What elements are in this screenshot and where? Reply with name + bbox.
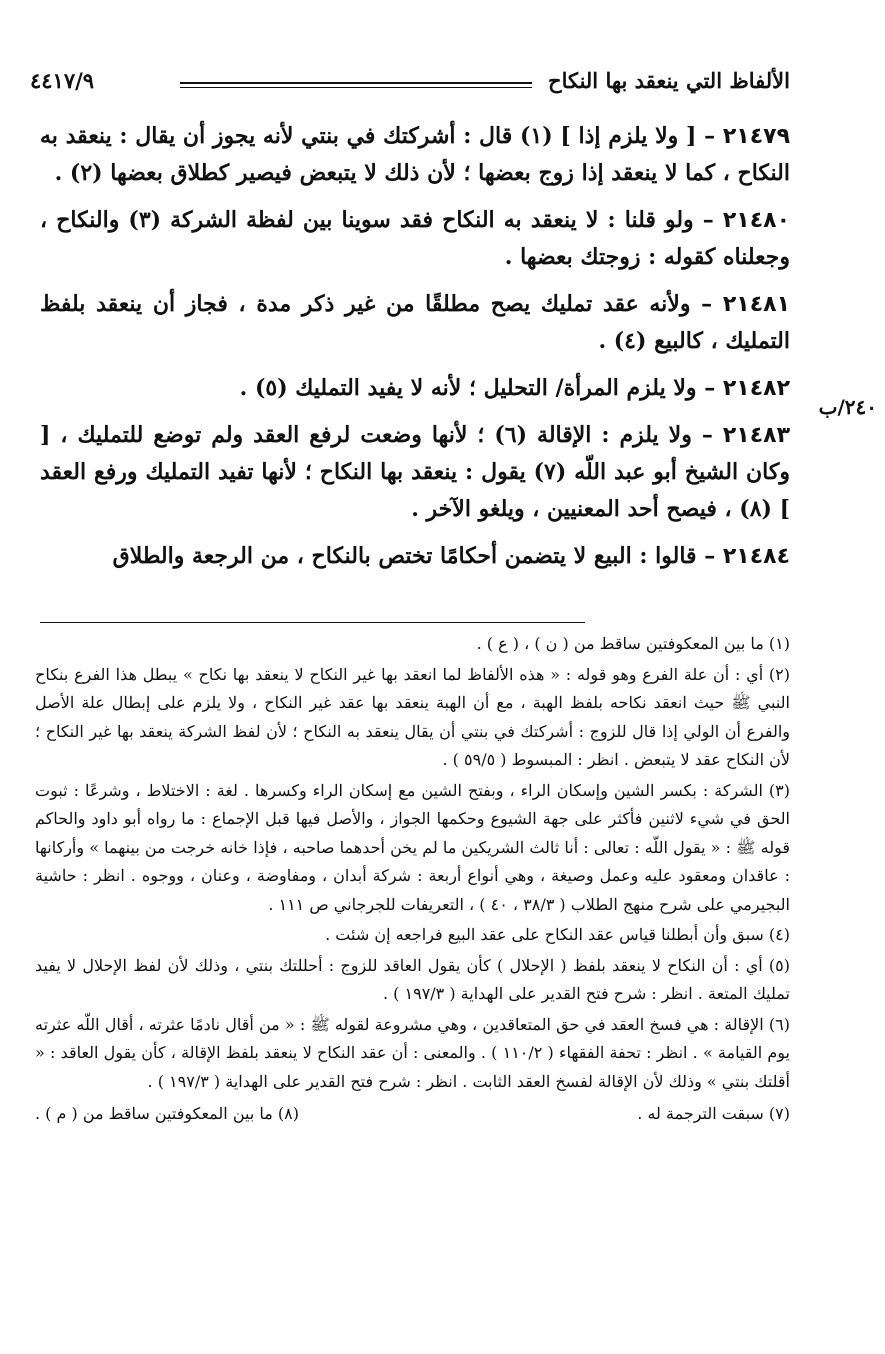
footnote: (٦) الإقالة : هي فسخ العقد في حق المتعاقدين ، وهي مشروعة لقوله ﷺ : « من أقال نادمًا عثرته ، أقال اللّه عثرته يوم القيامة » . انظر : تحفة الفقهاء ( ١١٠/٢ ) . والمعنى : أن عقد النكاح لا ينعقد بلفظ الإقالة ، كأن يقول العاقد : « أقلتك بنتي » وذلك لأن الإقالة لفسخ العقد الثابت . انظر : شرح فتح القدير على الهداية ( ١٩٧/٣ ) . bbox=[35, 1014, 790, 1091]
paragraph bbox=[40, 286, 790, 360]
footnotes bbox=[35, 630, 790, 1129]
paragraph-text: – ولو قلنا : لا ينعقد به النكاح فقد سوينا بين لفظة الشركة (٣) والنكاح ، وجعلناه كقوله : زوجتك بعضها . bbox=[40, 207, 790, 270]
paragraph-text: – [ ولا يلزم إذا ] (١) قال : أشركتك في بنتي لأنه يجوز أن يقال : ينعقد به النكاح ، كما لا ينعقد إذا زوج بعضها ؛ لأن ذلك لا يتبعض فيصير كطلاق بعضها (٢) . bbox=[40, 123, 790, 186]
paragraph-number: ٢١٤٨٢ bbox=[722, 376, 790, 401]
paragraph bbox=[40, 118, 790, 192]
running-header bbox=[30, 68, 790, 104]
footnote: (٥) أي : أن النكاح لا ينعقد بلفظ ( الإحلال ) كأن يقول العاقد للزوج : أحللتك بنتي ، وذلك لأن لفظ الإحلال لا يفيد تمليك المتعة . انظر : شرح فتح القدير على الهداية ( ١٩٧/٣ ) . bbox=[35, 955, 790, 1003]
paragraph-text: – قالوا : البيع لا يتضمن أحكامًا تختص بالنكاح ، من الرجعة والطلاق bbox=[112, 543, 723, 569]
footnote: (٨) ما بين المعكوفتين ساقط من ( م ) . bbox=[35, 1104, 299, 1123]
chapter-title: الألفاظ التي ينعقد بها النكاح bbox=[548, 68, 790, 93]
paragraph-number: ٢١٤٨٠ bbox=[722, 208, 791, 233]
page-reference: ٤٤١٧/٩ bbox=[30, 68, 95, 93]
paragraph-number: ٢١٤٨٤ bbox=[722, 544, 790, 569]
paragraph-text: – ولا يلزم المرأة/ التحليل ؛ لأنه لا يفيد التمليك (٥) . bbox=[239, 375, 723, 401]
footnote: (٤) سبق وأن أبطلنا قياس عقد النكاح على عقد البيع فراجعه إن شئت . bbox=[325, 925, 790, 944]
footnote: (١) ما بين المعكوفتين ساقط من ( ن ) ، ( ع ) . bbox=[476, 634, 790, 653]
paragraph bbox=[40, 417, 790, 528]
footnote: (٧) سبقت الترجمة له . bbox=[637, 1104, 790, 1123]
header-rule bbox=[180, 82, 532, 88]
paragraph-text: – ولأنه عقد تمليك يصح مطلقًا من غير ذكر مدة ، فجاز أن ينعقد بلفظ التمليك ، كالبيع (٤) . bbox=[40, 291, 790, 354]
footnote: (٣) الشركة : بكسر الشين وإسكان الراء ، وبفتح الشين مع إسكان الراء وكسرها . لغة : الاختلاط ، وشرعًا : ثبوت الحق في شيء لاثنين فأكثر على جهة الشيوع وحكمها الجواز ، والأصل فيها قبل الإجماع : ما رواه أبو داود والحاكم قوله ﷺ : « يقول اللّه : تعالى : أنا ثالث الشريكين ما لم يخن أحدهما صاحبه ، فإذا خانه خرجت من بينهما » وأركانها : عاقدان ومعقود عليه وعمل وصيغة ، وهي أنواع أربعة : شركة أبدان ، ومفاوضة ، وعنان ، ووجوه . انظر : حاشية البجيرمي على شرح منهج الطلاب ( ٣٨/٣ ، ٤٠ ) ، التعريفات للجرجاني ص ١١١ . bbox=[35, 780, 791, 914]
paragraph bbox=[40, 370, 790, 407]
margin-folio-note: ٢٤٠/ب bbox=[818, 395, 877, 419]
footnote-row bbox=[35, 1100, 790, 1129]
footnote: (٢) أي : أن علة الفرع وهو قوله : « هذه الألفاظ لما انعقد بها غير النكاح لا ينعقد بها نكاح » يبطل هذا الفرع بنكاح النبي ﷺ حيث انعقد نكاحه بلفظ الهبة ، مع أن الهبة ينعقد بها عقد غير النكاح ، ولا يلزم على إبطال علة الأصل والفرع أن الولي إذا قال للزوج : أشركتك في بنتي أن يقال ينعقد به النكاح ؛ لأن لفظ الشركة ينعقد بها غير النكاح ؛ لأن النكاح عقد لا يتبعض . انظر : المبسوط ( ٥٩/٥ ) . bbox=[35, 664, 790, 769]
paragraph-number: ٢١٤٨١ bbox=[722, 292, 790, 317]
paragraph-text: – ولا يلزم : الإقالة (٦) ؛ لأنها وضعت لرفع العقد ولم توضع للتمليك ، [ وكان الشيخ أبو عبد اللّه (٧) يقول : ينعقد بها النكاح ؛ لأنها تفيد التمليك ورفع العقد ] (٨) ، فيصح أحد المعنيين ، ويلغو الآخر . bbox=[40, 422, 790, 522]
paragraph bbox=[40, 538, 790, 575]
paragraph-number: ٢١٤٨٣ bbox=[722, 423, 790, 448]
footnote-separator bbox=[40, 622, 585, 623]
paragraph bbox=[40, 202, 790, 276]
main-text bbox=[40, 118, 790, 585]
paragraph-number: ٢١٤٧٩ bbox=[722, 124, 790, 149]
